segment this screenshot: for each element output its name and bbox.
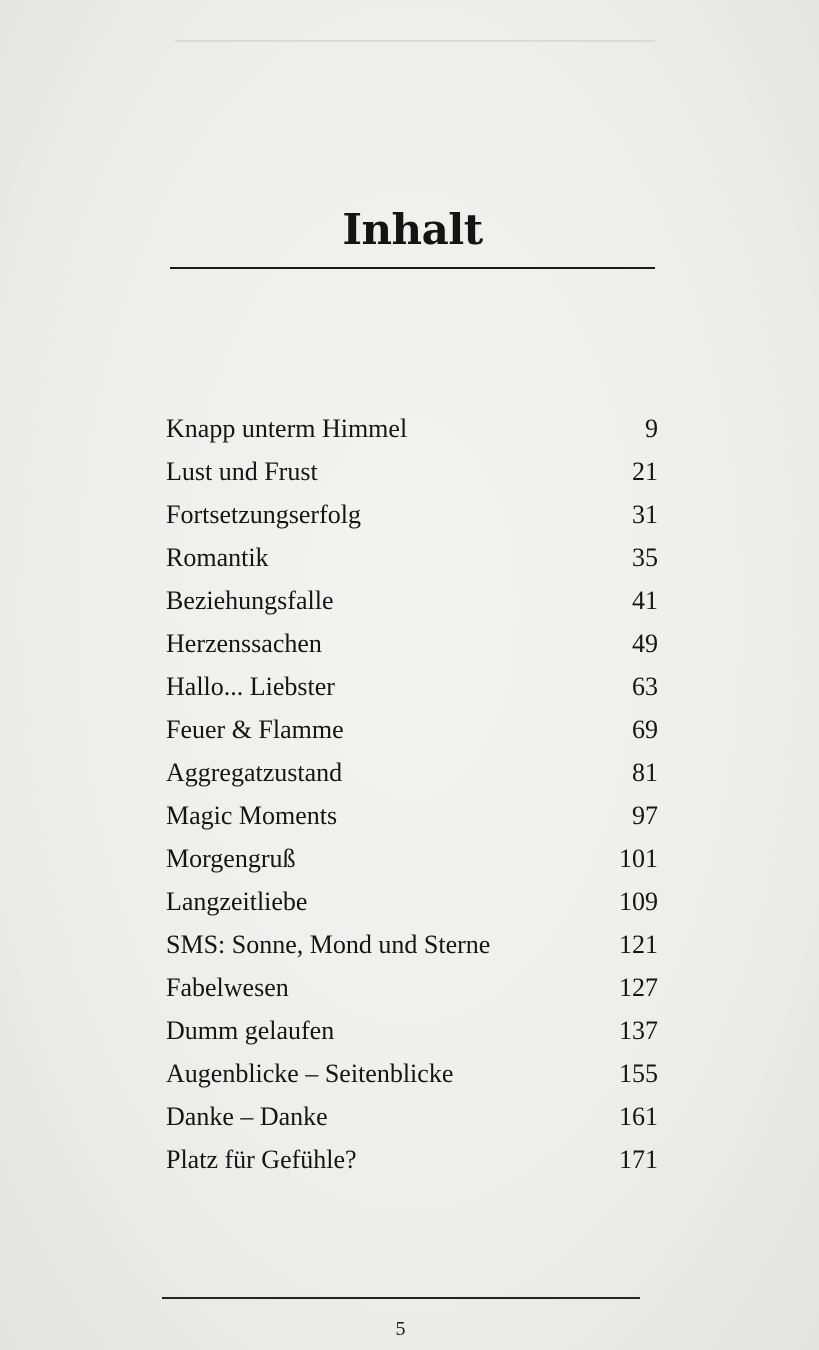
page-title xyxy=(0,205,819,254)
toc-entry[interactable] xyxy=(166,586,658,629)
toc-entry[interactable] xyxy=(166,1102,658,1145)
toc-entry-page: 49 xyxy=(632,629,658,658)
toc-entry-page: 21 xyxy=(632,457,658,486)
table-of-contents xyxy=(166,414,658,1188)
toc-entry-title: Morgengruß xyxy=(166,844,296,873)
toc-entry[interactable] xyxy=(166,672,658,715)
toc-entry-title: Fortsetzungserfolg xyxy=(166,500,361,529)
toc-entry-page: 137 xyxy=(619,1016,658,1045)
toc-entry[interactable] xyxy=(166,801,658,844)
toc-entry[interactable] xyxy=(166,414,658,457)
toc-entry-page: 101 xyxy=(619,844,658,873)
toc-entry-page: 109 xyxy=(619,887,658,916)
page-number xyxy=(0,1318,819,1341)
toc-entry-page: 35 xyxy=(632,543,658,572)
toc-entry-title: Langzeitliebe xyxy=(166,887,308,916)
toc-entry[interactable] xyxy=(166,457,658,500)
toc-entry-title: Herzenssachen xyxy=(166,629,322,658)
toc-entry-title: Knapp unterm Himmel xyxy=(166,414,408,443)
toc-entry[interactable] xyxy=(166,629,658,672)
toc-entry[interactable] xyxy=(166,930,658,973)
title-divider xyxy=(170,267,655,269)
toc-entry-title: Romantik xyxy=(166,543,269,572)
toc-entry[interactable] xyxy=(166,887,658,930)
toc-entry-title: Platz für Gefühle? xyxy=(166,1145,357,1174)
toc-entry-title: Dumm gelaufen xyxy=(166,1016,335,1045)
toc-entry-page: 69 xyxy=(632,715,658,744)
toc-entry-title: Lust und Frust xyxy=(166,457,318,486)
toc-entry[interactable] xyxy=(166,1145,658,1188)
toc-entry-title: Fabelwesen xyxy=(166,973,289,1002)
toc-entry[interactable] xyxy=(166,715,658,758)
toc-entry[interactable] xyxy=(166,500,658,543)
page-title-text: Inhalt xyxy=(342,205,483,254)
toc-entry-page: 63 xyxy=(632,672,658,701)
toc-entry-page: 127 xyxy=(619,973,658,1002)
toc-entry[interactable] xyxy=(166,844,658,887)
toc-entry-page: 81 xyxy=(632,758,658,787)
toc-entry[interactable] xyxy=(166,1016,658,1059)
toc-entry-page: 97 xyxy=(632,801,658,830)
toc-entry-page: 161 xyxy=(619,1102,658,1131)
toc-entry-title: SMS: Sonne, Mond und Sterne xyxy=(166,930,491,959)
toc-entry-title: Feuer & Flamme xyxy=(166,715,344,744)
toc-entry-page: 41 xyxy=(632,586,658,615)
toc-entry-title: Beziehungsfalle xyxy=(166,586,334,615)
toc-entry[interactable] xyxy=(166,1059,658,1102)
show-through-rule xyxy=(175,40,655,42)
toc-entry-page: 9 xyxy=(645,414,658,443)
toc-entry-title: Magic Moments xyxy=(166,801,338,830)
toc-entry[interactable] xyxy=(166,543,658,586)
toc-entry-title: Augenblicke – Seitenblicke xyxy=(166,1059,454,1088)
toc-entry-title: Hallo... Liebster xyxy=(166,672,335,701)
toc-entry-page: 121 xyxy=(619,930,658,959)
toc-entry-page: 155 xyxy=(619,1059,658,1088)
toc-entry-page: 31 xyxy=(632,500,658,529)
page-number-text: 5 xyxy=(395,1318,406,1340)
footer-divider xyxy=(162,1297,640,1299)
toc-entry-title: Aggregatzustand xyxy=(166,758,343,787)
toc-entry[interactable] xyxy=(166,973,658,1016)
toc-entry[interactable] xyxy=(166,758,658,801)
toc-entry-page: 171 xyxy=(619,1145,658,1174)
toc-entry-title: Danke – Danke xyxy=(166,1102,328,1131)
